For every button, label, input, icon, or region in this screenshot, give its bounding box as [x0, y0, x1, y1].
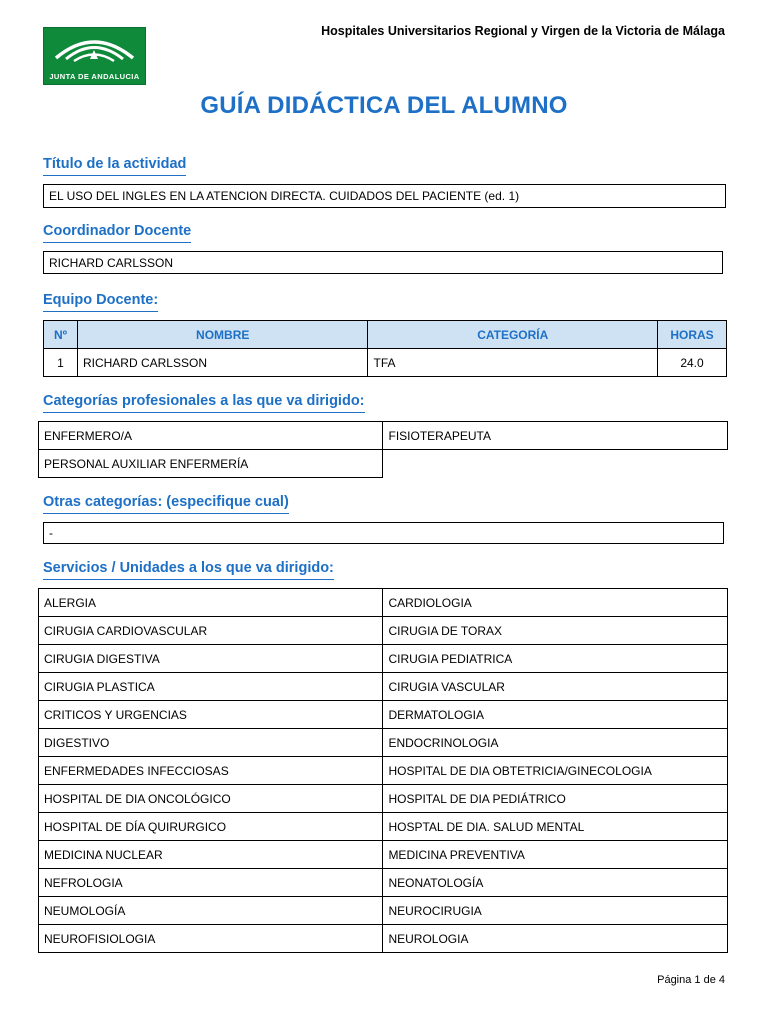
service-item: CIRUGIA PEDIATRICA [383, 645, 728, 673]
category-item: ENFERMERO/A [39, 422, 383, 450]
service-item: NEUROLOGIA [383, 925, 728, 953]
table-row [44, 349, 727, 377]
table-row [39, 841, 728, 869]
service-item: DERMATOLOGIA [383, 701, 728, 729]
team-table [43, 320, 727, 377]
table-row [39, 450, 728, 478]
team-category: TFA [368, 349, 658, 377]
service-item: NEUROFISIOLOGIA [39, 925, 383, 953]
team-hours: 24.0 [658, 349, 727, 377]
service-item: CIRUGIA CARDIOVASCULAR [39, 617, 383, 645]
team-col-hours: HORAS [658, 321, 727, 349]
table-row [39, 925, 728, 953]
service-item: DIGESTIVO [39, 729, 383, 757]
service-item: CIRUGIA DIGESTIVA [39, 645, 383, 673]
logo-arches-icon [44, 28, 145, 68]
service-item: ENFERMEDADES INFECCIOSAS [39, 757, 383, 785]
table-row [39, 729, 728, 757]
categories-table [38, 421, 728, 478]
service-item: NEUROCIRUGIA [383, 897, 728, 925]
service-item: HOSPITAL DE DIA ONCOLÓGICO [39, 785, 383, 813]
service-item: CIRUGIA PLASTICA [39, 673, 383, 701]
service-item: NEUMOLOGÍA [39, 897, 383, 925]
service-item: NEONATOLOGÍA [383, 869, 728, 897]
team-col-name: NOMBRE [77, 321, 368, 349]
other-value: - [43, 522, 724, 544]
other-heading: Otras categorías: (especifique cual) [43, 494, 289, 514]
empty-cell [383, 450, 728, 478]
table-row [39, 701, 728, 729]
coordinator-value: RICHARD CARLSSON [43, 251, 723, 274]
team-num: 1 [44, 349, 78, 377]
activity-heading: Título de la actividad [43, 156, 186, 176]
service-item: HOSPITAL DE DÍA QUIRURGICO [39, 813, 383, 841]
services-heading: Servicios / Unidades a los que va dirigido: [43, 560, 334, 580]
service-item: CIRUGIA VASCULAR [383, 673, 728, 701]
service-item: MEDICINA NUCLEAR [39, 841, 383, 869]
table-row [39, 645, 728, 673]
service-item: CIRUGIA DE TORAX [383, 617, 728, 645]
junta-logo [43, 27, 146, 85]
page-number: Página 1 de 4 [657, 974, 725, 986]
service-item: ENDOCRINOLOGIA [383, 729, 728, 757]
categories-heading: Categorías profesionales a las que va dirigido: [43, 393, 365, 413]
service-item: NEFROLOGIA [39, 869, 383, 897]
service-item: CRITICOS Y URGENCIAS [39, 701, 383, 729]
team-header-row [44, 321, 727, 349]
table-row [39, 897, 728, 925]
service-item: HOSPITAL DE DIA OBTETRICIA/GINECOLOGIA [383, 757, 728, 785]
service-item: HOSPITAL DE DIA PEDIÁTRICO [383, 785, 728, 813]
table-row [39, 617, 728, 645]
team-col-num: Nº [44, 321, 78, 349]
logo-text: JUNTA DE ANDALUCIA [49, 72, 140, 81]
service-item: CARDIOLOGIA [383, 589, 728, 617]
service-item: ALERGIA [39, 589, 383, 617]
page-title: GUÍA DIDÁCTICA DEL ALUMNO [200, 92, 568, 119]
table-row [39, 422, 728, 450]
service-item: HOSPTAL DE DIA. SALUD MENTAL [383, 813, 728, 841]
hospital-name: Hospitales Universitarios Regional y Virgen de la Victoria de Málaga [321, 24, 725, 38]
team-col-category: CATEGORÍA [368, 321, 658, 349]
table-row [39, 589, 728, 617]
services-table [38, 588, 728, 953]
activity-value: EL USO DEL INGLES EN LA ATENCION DIRECTA. CUIDADOS DEL PACIENTE (ed. 1) [43, 184, 726, 208]
coordinator-heading: Coordinador Docente [43, 223, 191, 243]
table-row [39, 757, 728, 785]
table-row [39, 813, 728, 841]
team-name: RICHARD CARLSSON [77, 349, 368, 377]
table-row [39, 869, 728, 897]
table-row [39, 673, 728, 701]
category-item: PERSONAL AUXILIAR ENFERMERÍA [39, 450, 383, 478]
team-heading: Equipo Docente: [43, 292, 158, 312]
table-row [39, 785, 728, 813]
category-item: FISIOTERAPEUTA [383, 422, 728, 450]
service-item: MEDICINA PREVENTIVA [383, 841, 728, 869]
